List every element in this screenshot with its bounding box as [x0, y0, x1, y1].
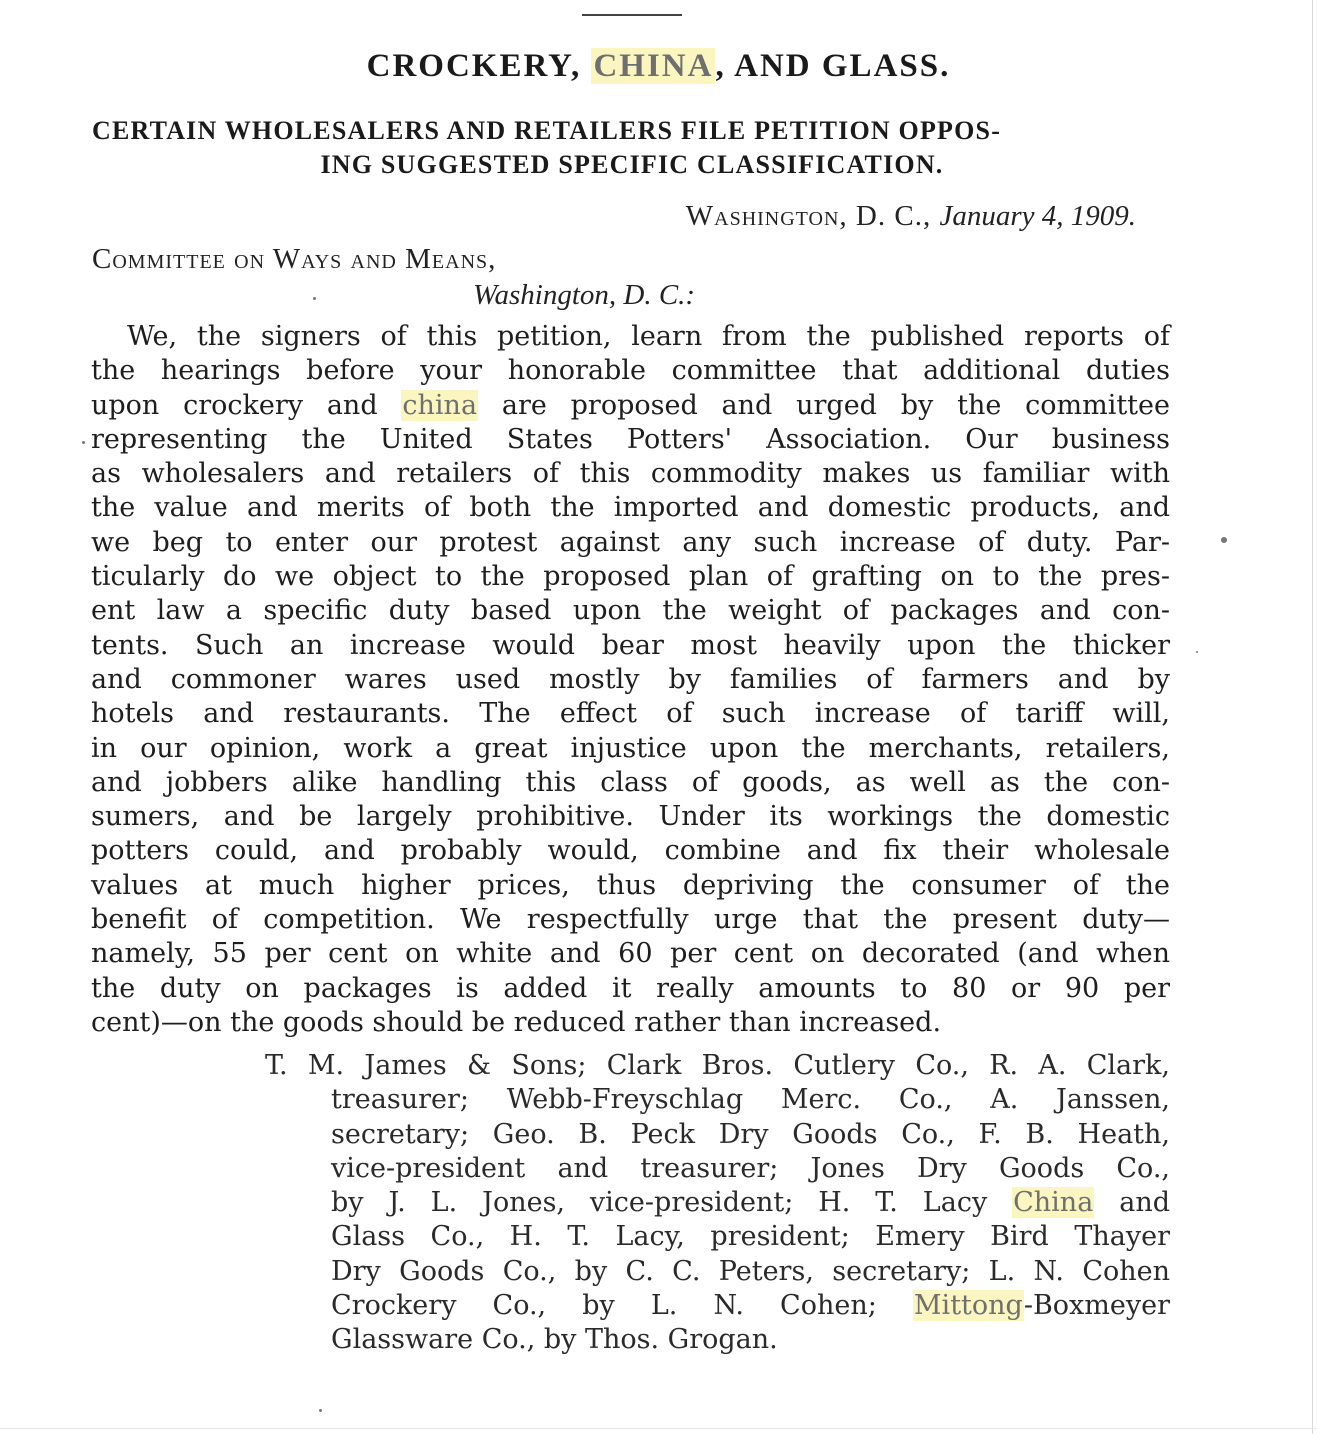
scan-speck	[319, 1409, 322, 1412]
body-text-line: sumers, and be largely prohibitive. Under its workings the domestic	[91, 801, 1170, 833]
body-text-line: tents. Such an increase would bear most heavily upon the thicker	[91, 629, 1170, 661]
top-rule	[582, 14, 682, 16]
subheading-line: ING SUGGESTED SPECIFIC CLASSIFICATION.	[320, 150, 944, 179]
body-text-line	[91, 389, 1170, 423]
signature-line: vice-president and treasurer; Jones Dry Goods Co.,	[331, 1152, 1170, 1184]
body-text-line: as wholesalers and retailers of this commodity makes us familiar with	[91, 458, 1170, 490]
scan-speck	[1196, 651, 1198, 653]
text-segment: are proposed and urged by the committee	[478, 389, 1170, 421]
body-text-line: and jobbers alike handling this class of goods, as well as the con-	[91, 766, 1170, 798]
body-text-line: values at much higher prices, thus depriving the consumer of the	[91, 869, 1170, 901]
body-text-line: and commoner wares used mostly by families of farmers and by	[91, 663, 1170, 695]
search-highlight: CHINA	[593, 48, 714, 84]
text-segment: and	[1094, 1187, 1170, 1219]
subheading-line: CERTAIN WHOLESALERS AND RETAILERS FILE PETITION OPPOS-	[92, 116, 1002, 145]
body-text-line: potters could, and probably would, combine and fix their wholesale	[91, 835, 1170, 867]
title-text-after: , AND GLASS.	[715, 48, 951, 84]
signatories-block	[265, 1049, 1170, 1358]
body-text-line: the hearings before your honorable committee that additional duties	[91, 355, 1170, 387]
text-segment: -Boxmeyer	[1023, 1290, 1170, 1322]
search-highlight: china	[402, 389, 478, 421]
search-highlight: Mittong	[913, 1290, 1023, 1322]
text-segment: Crockery Co., by L. N. Cohen;	[331, 1290, 913, 1322]
signature-line: treasurer; Webb-Freyschlag Merc. Co., A. Janssen,	[331, 1084, 1170, 1116]
body-text-line: hotels and restaurants. The effect of such increase of tariff will,	[91, 698, 1170, 730]
signature-line	[265, 1289, 1170, 1323]
scan-speck	[1221, 537, 1227, 543]
dateline-date: January 4, 1909.	[939, 200, 1136, 232]
body-text-line: namely, 55 per cent on white and 60 per cent on decorated (and when	[91, 938, 1170, 970]
dateline-place: Washington, D. C.,	[685, 200, 940, 232]
document-title	[0, 48, 1317, 85]
signature-line: Dry Goods Co., by C. C. Peters, secretary; L. N. Cohen	[331, 1255, 1170, 1287]
dateline	[686, 200, 1136, 233]
text-segment: upon crockery and	[91, 389, 402, 421]
page-edge-right	[1312, 0, 1313, 1434]
body-text-line: representing the United States Potters' Association. Our business	[91, 423, 1170, 455]
scan-speck	[82, 441, 85, 444]
petition-body	[91, 320, 1170, 1040]
text-segment: by J. L. Jones, vice-president; H. T. Lacy	[331, 1187, 1013, 1219]
scan-speck	[313, 297, 316, 300]
signature-line: T. M. James & Sons; Clark Bros. Cutlery Co., R. A. Clark,	[265, 1050, 1170, 1081]
body-text-line: the value and merits of both the imported and domestic products, and	[91, 492, 1170, 524]
signature-line: Glass Co., H. T. Lacy, president; Emery Bird Thayer	[331, 1221, 1170, 1253]
signature-line: Glassware Co., by Thos. Grogan.	[331, 1324, 778, 1356]
signature-line: secretary; Geo. B. Peck Dry Goods Co., F. B. Heath,	[331, 1118, 1170, 1150]
body-text-line: We, the signers of this petition, learn from the published reports of	[127, 321, 1170, 352]
body-text-line: the duty on packages is added it really amounts to 80 or 90 per	[91, 972, 1170, 1004]
search-highlight: China	[1013, 1187, 1094, 1219]
addressee-city: Washington, D. C.:	[473, 279, 696, 311]
body-text-line: we beg to enter our protest against any such increase of duty. Par-	[91, 526, 1170, 558]
body-text-line: ticularly do we object to the proposed plan of grafting on to the pres-	[91, 561, 1170, 593]
signature-line	[265, 1186, 1170, 1220]
body-text-line: in our opinion, work a great injustice upon the merchants, retailers,	[91, 732, 1170, 764]
addressee: Committee on Ways and Means,	[92, 243, 497, 275]
body-text-line: ent law a specific duty based upon the weight of packages and con-	[91, 595, 1170, 627]
body-text-line: benefit of competition. We respectfully urge that the present duty—	[91, 904, 1170, 936]
title-text-before: CROCKERY,	[366, 48, 592, 84]
page-edge-bottom	[0, 1428, 1317, 1429]
body-text-line: cent)—on the goods should be reduced rather than increased.	[91, 1006, 942, 1038]
